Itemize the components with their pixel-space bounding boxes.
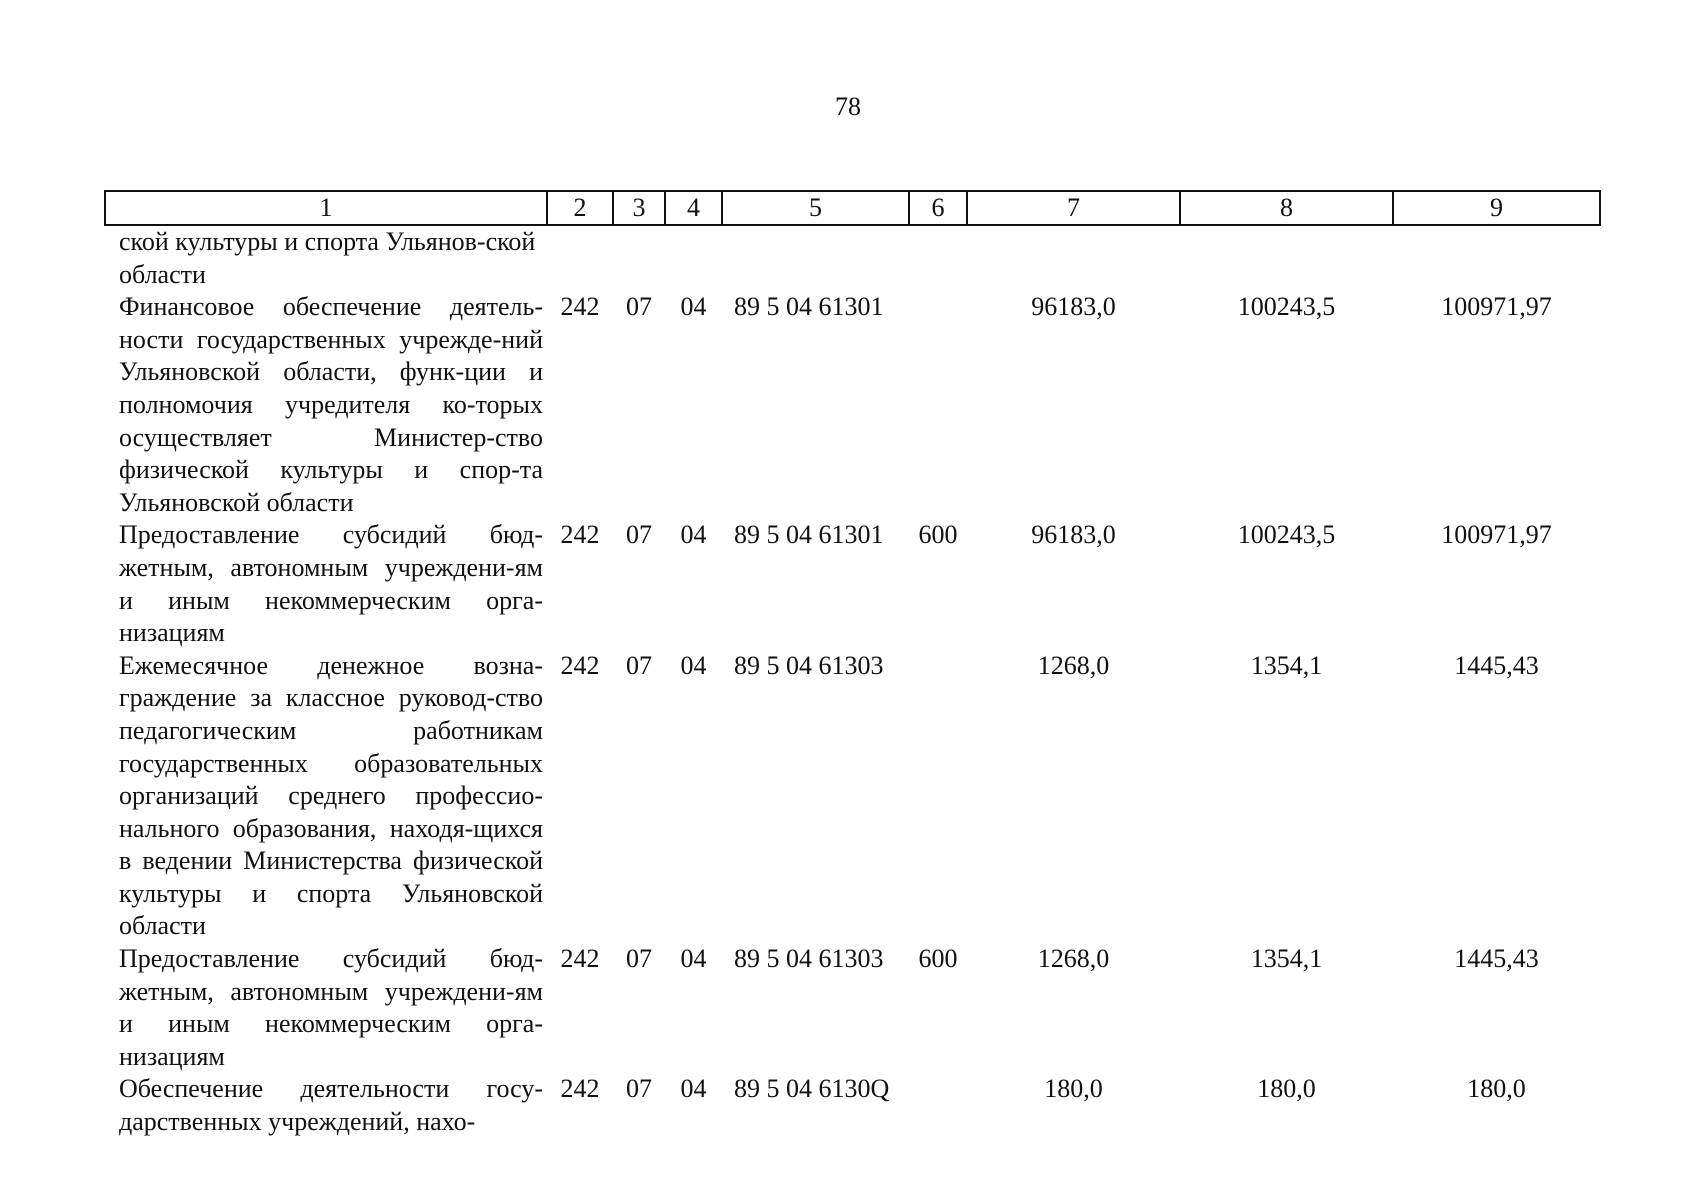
column-header: 7 xyxy=(967,191,1180,225)
cell-col8: 1354,1 xyxy=(1250,944,1323,974)
cell-col4: 04 xyxy=(680,292,707,322)
column-header: 5 xyxy=(722,191,909,225)
cell-col7: 1268,0 xyxy=(1037,650,1110,680)
cell-col5: 89 5 04 6130Q xyxy=(734,1074,890,1104)
cell-col5 xyxy=(722,225,909,291)
table-header-row xyxy=(105,191,1600,225)
row-description: Ежемесячное денежное возна-граждение за классное руковод-ство педагогическим работникам государственных образовательных организаций среднего профессио-нального образования, находя-щихся в ведении Министерства физической культуры и спорта Ульяновской области xyxy=(119,650,543,941)
cell-col2: 242 xyxy=(560,650,600,680)
cell-col2: 242 xyxy=(560,292,600,322)
cell-col8: 100243,5 xyxy=(1237,520,1336,550)
cell-col3: 07 xyxy=(626,520,652,550)
cell-col5: 89 5 04 61303 xyxy=(734,944,884,974)
row-description: Финансовое обеспечение деятель-ности государственных учрежде-ний Ульяновской области, функ-ции и полномочия учредителя ко-торых осуществляет Министер-ство физической культуры и спор-та Ульяновской области xyxy=(119,292,543,517)
column-header: 8 xyxy=(1180,191,1393,225)
table-row xyxy=(105,225,1600,291)
cell-col3: 07 xyxy=(626,944,652,974)
cell-col4: 04 xyxy=(680,520,707,550)
cell-col8: 1354,1 xyxy=(1250,650,1323,680)
column-header: 9 xyxy=(1393,191,1600,225)
cell-col4 xyxy=(665,225,722,291)
cell-col6: 600 xyxy=(918,520,958,550)
cell-col9: 1445,43 xyxy=(1454,650,1539,680)
table-row xyxy=(105,291,1600,519)
table-row xyxy=(105,519,1600,649)
column-header: 3 xyxy=(613,191,665,225)
cell-col9: 100971,97 xyxy=(1441,292,1552,322)
cell-col6: 600 xyxy=(918,944,958,974)
cell-col4: 04 xyxy=(680,1074,707,1104)
cell-col9 xyxy=(1393,225,1600,291)
column-header: 6 xyxy=(909,191,967,225)
cell-col2: 242 xyxy=(560,520,600,550)
cell-col9: 180,0 xyxy=(1467,1074,1526,1104)
cell-col3: 07 xyxy=(626,650,652,680)
cell-col5: 89 5 04 61301 xyxy=(734,292,884,322)
cell-col6 xyxy=(909,650,967,943)
cell-col8: 100243,5 xyxy=(1237,292,1336,322)
cell-col7: 1268,0 xyxy=(1037,944,1110,974)
cell-col8: 180,0 xyxy=(1257,1074,1316,1104)
cell-col3: 07 xyxy=(626,292,652,322)
budget-table xyxy=(104,190,1601,1139)
cell-col7: 180,0 xyxy=(1044,1074,1103,1104)
cell-col8 xyxy=(1180,225,1393,291)
column-header: 1 xyxy=(105,191,547,225)
cell-col9: 1445,43 xyxy=(1454,944,1539,974)
cell-col7 xyxy=(967,225,1180,291)
cell-col2: 242 xyxy=(560,944,600,974)
cell-col2: 242 xyxy=(560,1074,600,1104)
cell-col5: 89 5 04 61303 xyxy=(734,650,884,680)
column-header: 2 xyxy=(547,191,613,225)
table-row xyxy=(105,943,1600,1073)
table-row xyxy=(105,1073,1600,1138)
cell-col7: 96183,0 xyxy=(1031,292,1116,322)
cell-col7: 96183,0 xyxy=(1031,520,1116,550)
table-row xyxy=(105,650,1600,943)
cell-col3: 07 xyxy=(626,1074,652,1104)
cell-col4: 04 xyxy=(680,944,707,974)
row-description: Предоставление субсидий бюд-жетным, автономным учреждени-ям и иным некоммерческим орга-низациям xyxy=(119,520,543,648)
cell-col5: 89 5 04 61301 xyxy=(734,520,884,550)
cell-col6 xyxy=(909,225,967,291)
row-description: Предоставление субсидий бюд-жетным, автономным учреждени-ям и иным некоммерческим орга-низациям xyxy=(119,944,543,1071)
cell-col4: 04 xyxy=(680,650,707,680)
cell-col2 xyxy=(547,225,613,291)
column-header: 4 xyxy=(665,191,722,225)
row-description: Обеспечение деятельности госу-дарственных учреждений, нахо- xyxy=(119,1074,543,1137)
cell-col3 xyxy=(613,225,665,291)
cell-col9: 100971,97 xyxy=(1441,520,1552,550)
page-number: 78 xyxy=(835,92,861,121)
row-description: ской культуры и спорта Ульянов-ской области xyxy=(119,227,536,289)
cell-col6 xyxy=(909,1073,967,1138)
cell-col6 xyxy=(909,291,967,519)
